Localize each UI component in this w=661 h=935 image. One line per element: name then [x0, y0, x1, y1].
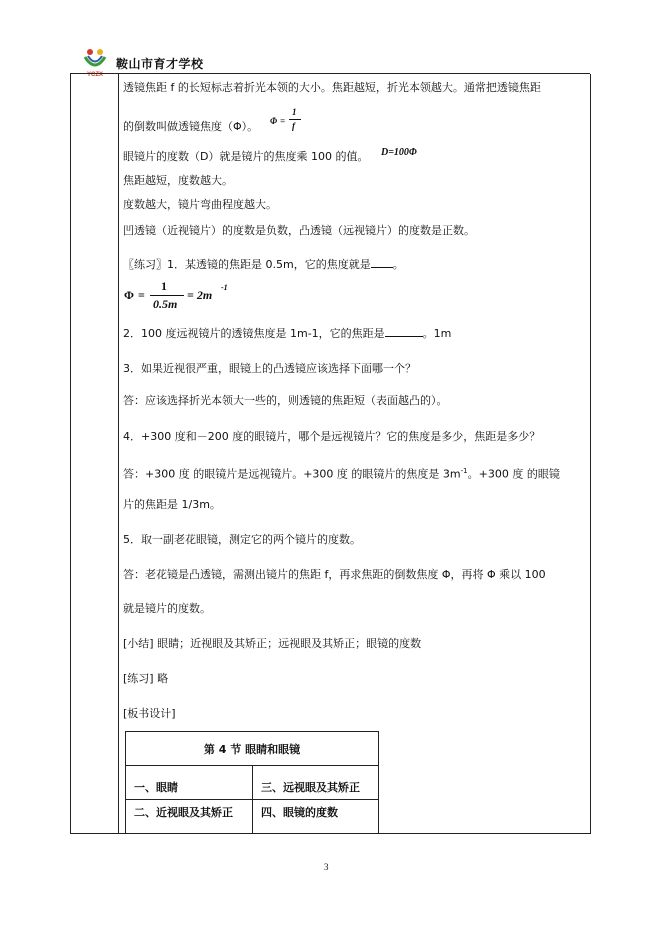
answer-5-line-1: 答：老花镜是凸透镜，需测出镜片的焦距 f，再求焦距的倒数焦度 Φ，再将 Φ 乘以 100: [123, 568, 546, 581]
text-line-2: 的倒数叫做透镜焦度（Φ）。: [123, 120, 259, 133]
board-design-table: [125, 731, 379, 834]
summary: [小结] 眼睛；近视眼及其矫正；远视眼及其矫正；眼镜的度数: [123, 637, 422, 650]
exercise-5: 5．取一副老花眼镜，测定它的两个镜片的度数。: [123, 533, 361, 546]
text-line-6: 凹透镜（近视镜片）的度数是负数，凸透镜（远视镜片）的度数是正数。: [123, 224, 475, 237]
formula-diopter: D=100Φ: [381, 147, 417, 158]
column-divider: [118, 74, 119, 833]
answer-4-line-2: 片的焦距是 1/3m。: [123, 498, 221, 511]
exercise-2: 2．100 度远视镜片的透镜焦度是 1m-1，它的焦距是 。1m: [123, 327, 452, 340]
answer-5-line-2: 就是镜片的度数。: [123, 602, 211, 615]
board-title: 第 4 节 眼睛和眼镜: [126, 732, 379, 766]
text-line-1: 透镜焦距 f 的长短标志着折光本领的大小。焦距越短，折光本领越大。通常把透镜焦距: [123, 81, 541, 94]
logo-text: YCZX: [86, 72, 104, 77]
text-line-3: 眼镜片的度数（D）就是镜片的焦度乘 100 的值。: [123, 150, 369, 163]
answer-4-line-1: 答：+300 度 的眼镜片是远视镜片。+300 度 的眼镜片的焦度是 $3m^{-1}$。+300 度 的眼镜: [123, 467, 560, 481]
board-cell-myopia: 二、近视眼及其矫正: [126, 800, 253, 834]
exercise-1: 〖练习〗1．某透镜的焦距是 0.5m，它的焦度就是 。: [123, 258, 404, 271]
board-design-label: [板书设计]: [123, 707, 176, 720]
formula-exercise-1: Φ = 1 0.5m = 2m -1: [124, 279, 228, 311]
school-name: 鞍山市育才学校: [116, 57, 204, 71]
board-cell-eye: 一、眼睛: [126, 766, 253, 800]
text-line-5: 度数越大，镜片弯曲程度越大。: [123, 198, 277, 211]
answer-blank: [385, 326, 423, 337]
answer-blank: [371, 257, 393, 268]
answer-3: 答：应该选择折光本领大一些的，则透镜的焦距短（表面越凸的）。: [123, 394, 448, 407]
board-cell-lens-degree: 四、眼镜的度数: [253, 800, 379, 834]
exercise-4: 4．+300 度和－200 度的眼镜片，哪个是远视镜片？它的焦度是多少，焦距是多少？: [123, 430, 541, 443]
formula-focal-power: Φ = 1 f: [270, 107, 310, 135]
page-number: 3: [324, 862, 329, 872]
practice: [练习] 略: [123, 672, 169, 685]
text-line-4: 焦距越短，度数越大。: [123, 174, 233, 187]
board-cell-hyperopia: 三、远视眼及其矫正: [253, 766, 379, 800]
exercise-label: 〖练习〗: [123, 258, 167, 271]
exercise-3: 3．如果近视很严重，眼镜上的凸透镜应该选择下面哪一个？: [123, 362, 416, 375]
